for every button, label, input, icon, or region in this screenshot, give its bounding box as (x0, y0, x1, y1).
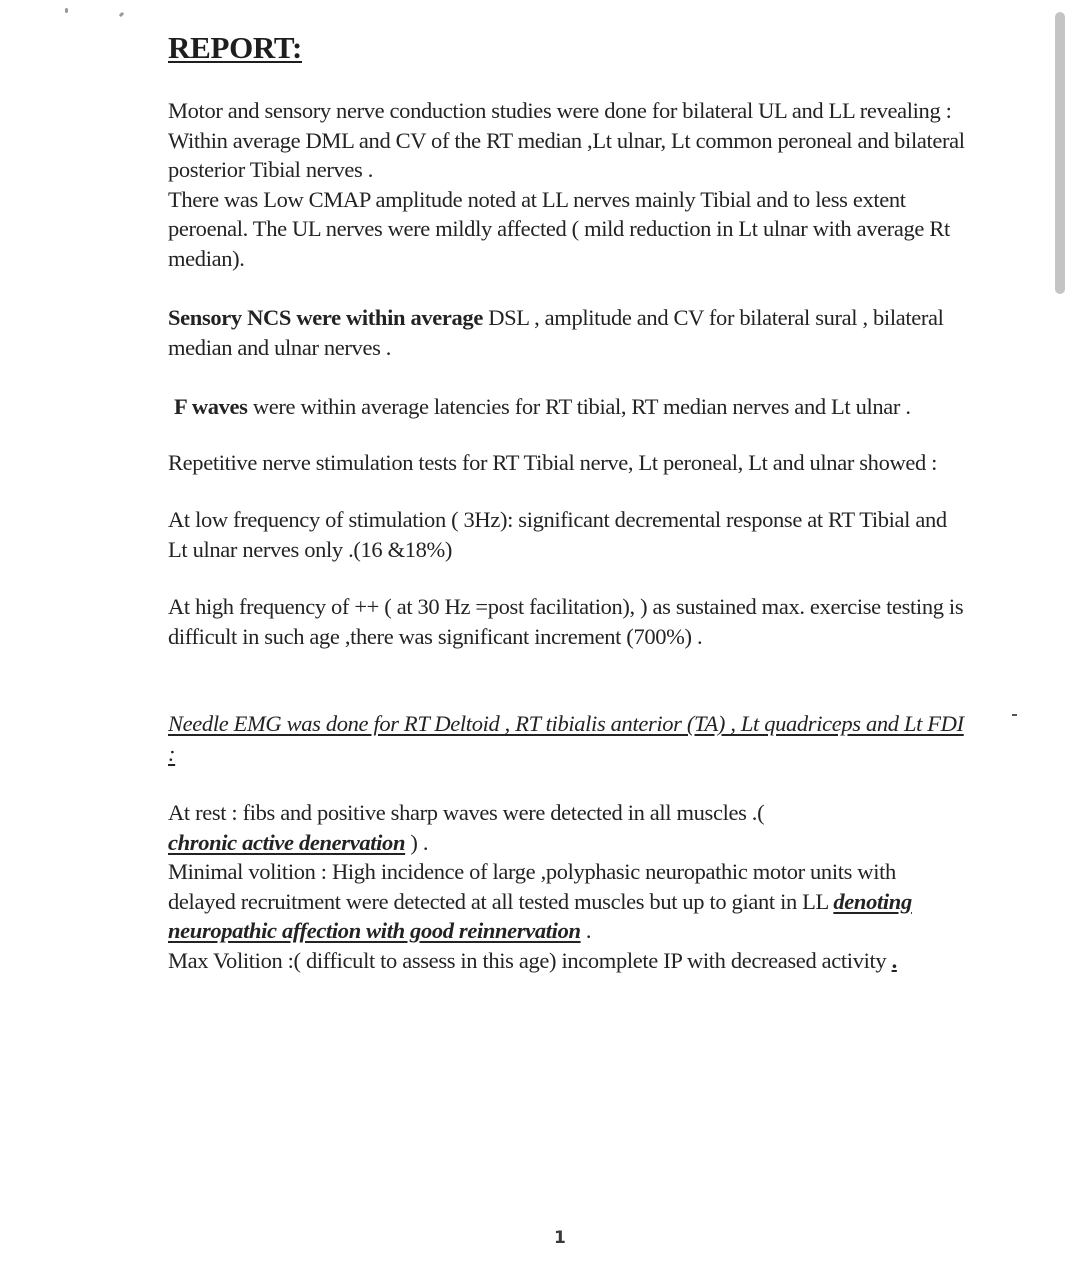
emg-at-rest-close: ) . (405, 829, 429, 855)
emg-max-volition (168, 946, 968, 976)
page-number: 1 (554, 1228, 566, 1248)
spacer (168, 768, 968, 798)
sensory-ncs-emphasis: Sensory NCS were within average (168, 305, 483, 330)
f-waves-paragraph (168, 392, 968, 422)
motor-within-average: Within average DML and CV of the RT median ,Lt ulnar, Lt common peroneal and bilateral posterior Tibial nerves . (168, 127, 965, 182)
sensory-ncs-text: DSL , amplitude and CV for bilateral sural , bilateral median and ulnar nerves . (168, 305, 944, 360)
emg-at-rest (168, 798, 968, 857)
emg-at-rest-emphasis: chronic active denervation (168, 829, 406, 855)
spacer (168, 564, 968, 592)
sensory-ncs-paragraph (168, 303, 968, 362)
spacer (168, 273, 968, 303)
spacer (168, 362, 968, 392)
f-waves-emphasis: F waves (174, 394, 248, 419)
emg-minimal-text: Minimal volition : High incidence of large ,polyphasic neuropathic motor units with delayed recruitment were detected at all tested muscles but up to giant in LL (168, 859, 896, 914)
emg-minimal-emphasis: denoting neuropathic affection with good reinnervation (168, 888, 912, 943)
rns-high-frequency: At high frequency of ++ ( at 30 Hz =post facilitation), ) as sustained max. exercise testing is difficult in such age ,there was significant increment (700%) . (168, 594, 964, 649)
spacer (168, 651, 968, 709)
scrollbar-thumb[interactable] (1055, 12, 1065, 294)
emg-max-close: . (891, 947, 897, 973)
motor-low-cmap: There was Low CMAP amplitude noted at LL nerves mainly Tibial and to less extent peroenal. The UL nerves were mildly affected ( mild reduction in Lt ulnar with average Rt median). (168, 186, 950, 271)
scan-speck (119, 12, 125, 18)
motor-intro: Motor and sensory nerve conduction studies were done for bilateral UL and LL revealing : (168, 98, 952, 123)
spacer (168, 477, 968, 505)
needle-emg-heading: Needle EMG was done for RT Deltoid , RT tibialis anterior (TA) , Lt quadriceps and Lt FDI : (168, 711, 964, 766)
report-body (168, 96, 968, 975)
rns-intro: Repetitive nerve stimulation tests for RT Tibial nerve, Lt peroneal, Lt and ulnar showed : (168, 449, 938, 475)
emg-at-rest-text: At rest : fibs and positive sharp waves were detected in all muscles .( (168, 800, 765, 825)
emg-max-text: Max Volition :( difficult to assess in this age) incomplete IP with decreased activity (168, 947, 892, 973)
scan-mark (1012, 714, 1017, 716)
scan-speck (65, 8, 68, 13)
emg-minimal-close: . (580, 918, 592, 943)
emg-minimal-volition (168, 857, 968, 946)
spacer (168, 422, 968, 448)
report-title: REPORT: (168, 30, 303, 65)
f-waves-text: were within average latencies for RT tibial, RT median nerves and Lt ulnar . (247, 394, 911, 419)
rns-low-frequency: At low frequency of stimulation ( 3Hz): significant decremental response at RT Tibial and Lt ulnar nerves only .(16 &18%) (168, 507, 947, 562)
